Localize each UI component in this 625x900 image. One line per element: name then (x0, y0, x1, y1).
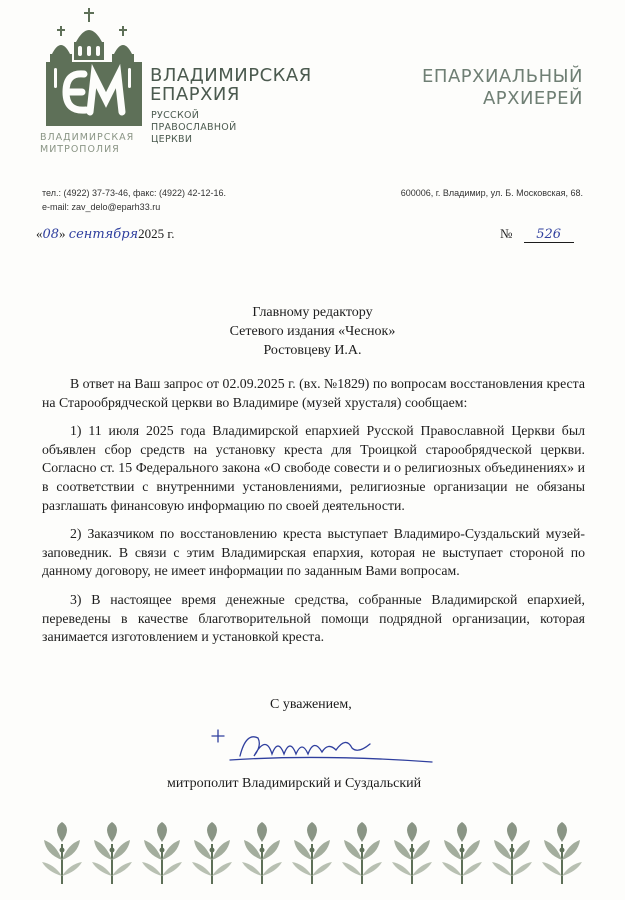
diocese-logo (40, 8, 148, 130)
handwritten-signature (200, 726, 440, 772)
date-year: 2025 (138, 226, 165, 241)
addressee-block (0, 303, 625, 360)
diocese-name-line1: ВЛАДИМИРСКАЯ (150, 65, 312, 86)
paragraph-1: 1) 11 июля 2025 года Владимирской епархией Русской Православной Церкви был объявлен сбор средств на установку креста для Троицкой старообрядческой церкви. Согласно ст. 15 Федерального закона «О свободе совести и о религиозных объединениях» и в соответствии с внутренними установлениями, религиозные организации не обязаны разглашать финансовую информацию по своей деятельности. (42, 423, 585, 513)
bishop-title: ЕПАРХИАЛЬНЫЙ АРХИЕРЕЙ (422, 66, 583, 109)
metropolia-name: ВЛАДИМИРСКАЯ МИТРОПОЛИЯ (40, 132, 135, 155)
church-name: РУССКОЙ ПРАВОСЛАВНОЙ ЦЕРКВИ (151, 110, 237, 145)
letter-body (42, 375, 585, 657)
signatory-title: митрополит Владимирский и Суздальский (167, 776, 422, 791)
closing: С уважением, (270, 697, 352, 712)
diocese-name (150, 66, 312, 104)
phone-fax: тел.: (4922) 37-73-46, факс: (4922) 42-12-16. (42, 188, 227, 198)
date-day: 08 (42, 227, 60, 242)
addressee-line3: Ростовцеву И.А. (263, 343, 362, 358)
date-month: сентября (68, 227, 139, 242)
letter-number: № 526 (500, 226, 574, 243)
letter-date: «08» сентября2025 г. (36, 226, 175, 242)
floral-ornament (40, 820, 585, 890)
addressee-line2: Сетевого издания «Чеснок» (229, 324, 396, 339)
paragraph-intro: В ответ на Ваш запрос от 02.09.2025 г. (вх. №1829) по вопросам восстановления креста на Старообрядческой церкви во Владимире (музей хрусталя) сообщаем: (42, 376, 585, 410)
addressee-line1: Главному редактору (252, 305, 373, 320)
number-value: 526 (524, 227, 574, 243)
paragraph-2: 2) Заказчиком по восстановлению креста выступает Владимиро-Суздальский музей-заповедник. В связи с этим Владимирская епархия, которая не выступает стороной по данному договору, не имеет информации по заданным Вами вопросам. (42, 526, 585, 579)
email: e-mail: zav_delo@eparh33.ru (42, 202, 161, 212)
contact-info (42, 186, 226, 214)
postal-address: 600006, г. Владимир, ул. Б. Московская, 68. (400, 188, 583, 198)
diocese-name-line2: ЕПАРХИЯ (150, 84, 240, 105)
paragraph-3: 3) В настоящее время денежные средства, собранные Владимирской епархией, переведены в качестве благотворительной помощи подрядной организации, которая занимается изготовлением и установкой креста. (42, 591, 585, 645)
